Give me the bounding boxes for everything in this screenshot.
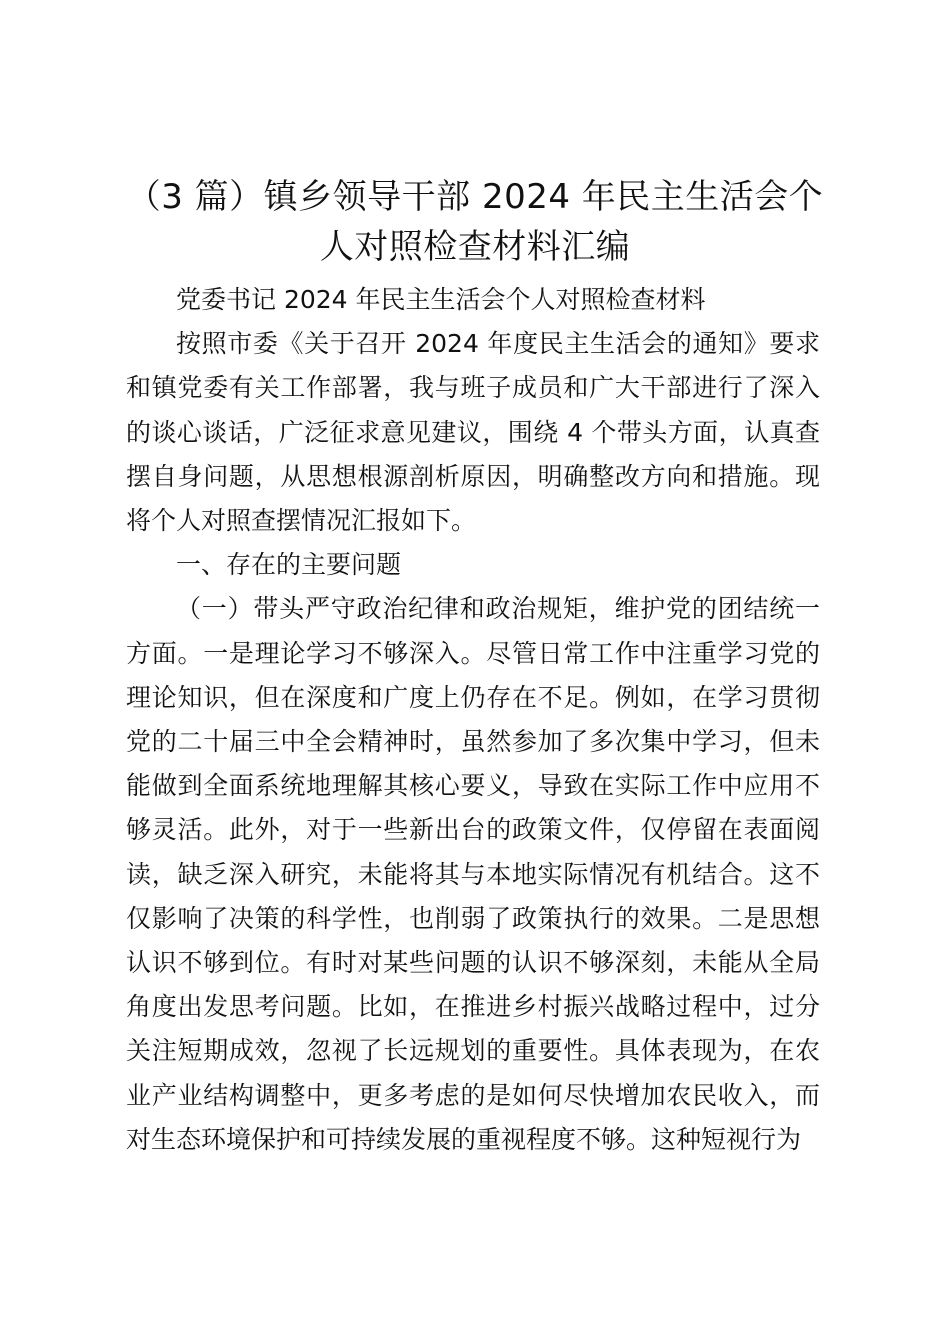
section-heading: 一、存在的主要问题 [176, 550, 402, 580]
paragraph-intro: 按照市委《关于召开 2024 年度民主生活会的通知》要求和镇党委有关工作部署，我与班子成员和广大干部进行了深入的谈心谈话，广泛征求意见建议，围绕 4 个带头方面，认真查摆自身问题，从思想根源剖析原因，明确整改方向和措施。现将个人对照查摆情况汇报如下。 [126, 329, 820, 536]
paragraph-item-1: （一）带头严守政治纪律和政治规矩，维护党的团结统一方面。一是理论学习不够深入。尽管日常工作中注重学习党的理论知识，但在深度和广度上仍存在不足。例如，在学习贯彻党的二十届三中全会精神时，虽然参加了多次集中学习，但未能做到全面系统地理解其核心要义，导致在实际工作中应用不够灵活。此外，对于一些新出台的政策文件，仅停留在表面阅读，缺乏深入研究，未能将其与本地实际情况有机结合。这不仅影响了决策的科学性，也削弱了政策执行的效果。二是思想认识不够到位。有时对某些问题的认识不够深刻，未能从全局角度出发思考问题。比如，在推进乡村振兴战略过程中，过分关注短期成效，忽视了长远规划的重要性。具体表现为，在农业产业结构调整中，更多考虑的是如何尽快增加农民收入，而对生态环境保护和可持续发展的重视程度不够。这种短视行为 [126, 594, 820, 1154]
document-title: （3 篇）镇乡领导干部 2024 年民主生活会个人对照检查材料汇编 [126, 177, 824, 267]
document-body [126, 278, 820, 1162]
document-subtitle: 党委书记 2024 年民主生活会个人对照检查材料 [176, 285, 706, 314]
